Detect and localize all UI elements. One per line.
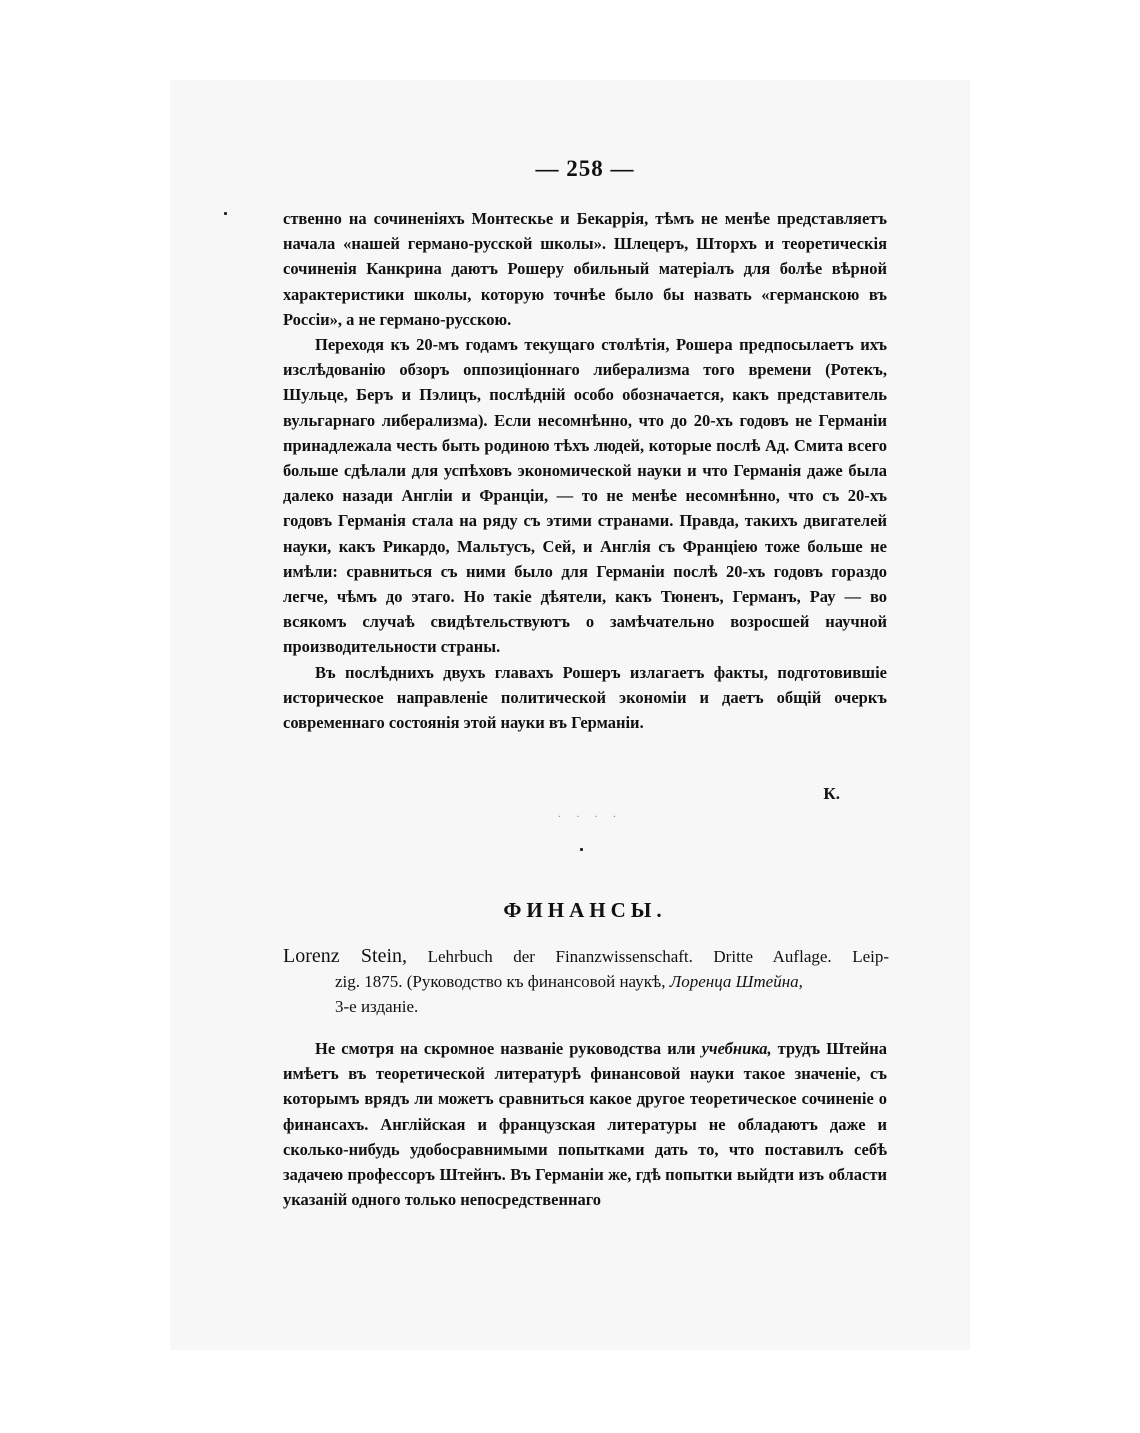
- paragraph-4-rest: трудъ Штейна имѣетъ въ теоретической литературѣ финансовой науки такое значеніе, съ которымъ врядъ ли можетъ сравниться какое другое теоретическое сочиненіе о финансахъ. Англійская и французская литературы не обладаютъ даже и сколько-нибудь удобосравнимыми попытками дать то, что поставилъ себѣ задачею профессоръ Штейнъ. Въ Германіи же, гдѣ попытки выйдти изъ области указаній одного только непосредственнаго: [283, 1039, 888, 1210]
- paragraph-4: [283, 1036, 887, 1212]
- paragraph-2: Переходя къ 20-мъ годамъ текущаго столѣтія, Рошера предпосылаетъ ихъ изслѣдованію обзоръ оппозиціоннаго либерализма того времени (Ротекъ, Шульце, Беръ и Пэлицъ, послѣдній особо обозначается, какъ представитель вульгарнаго либерализма). Если несомнѣнно, что до 20-хъ годовъ не Германіи принадлежала честь быть родиною тѣхъ людей, которые послѣ Ад. Смита всего больше сдѣлали для успѣховъ экономической науки и что Германія даже была далеко назади Англіи и Франціи, — то не менѣе несомнѣнно, что съ 20-хъ годовъ Германія стала на ряду съ этими странами. Правда, такихъ двигателей науки, какъ Рикардо, Мальтусъ, Сей, и Англія съ Франціею тоже больше не имѣли: сравниться съ ними было для Германіи послѣ 20-хъ годовъ гораздо легче, чѣмъ до этаго. Но такіе дѣятели, какъ Тюненъ, Германъ, Рау — во всякомъ случаѣ свидѣтельствуютъ о замѣчательно возросшей научной производительности страны.: [283, 335, 887, 657]
- paragraph-1: ственно на сочиненіяхъ Монтескье и Бекаррія, тѣмъ не менѣе представляетъ начала «нашей германо-русской школы». Шлецеръ, Шторхъ и теоретическія сочиненія Канкрина даютъ Рошеру обильный матеріалъ для болѣе вѣрной характеристики школы, которую точнѣе было бы назвать «германскою въ Россіи», а не германо-русскою.: [283, 209, 887, 329]
- paragraph-3: Въ послѣднихъ двухъ главахъ Рошеръ излагаетъ факты, подготовившіе историческое направленіе политической экономіи и даетъ общій очеркъ современнаго состоянія этой науки въ Германіи.: [283, 662, 887, 733]
- bibliography-italic-name: Лоренца Штейна,: [669, 972, 803, 991]
- body-text-part2: [283, 1036, 887, 1212]
- bibliography-title: Lehrbuch der Finanzwissenschaft. Dritte Auflage. Leip-: [427, 947, 890, 966]
- separator-mark: [580, 848, 583, 851]
- bibliography-author: Lorenz Stein,: [283, 945, 408, 967]
- bibliography-line-3: 3-е изданіе.: [335, 997, 419, 1016]
- page-number: — 258 —: [535, 156, 635, 181]
- bibliography-line-1: [283, 944, 889, 969]
- bibliography-entry: [283, 944, 889, 1019]
- section-title: ФИНАНСЫ.: [503, 898, 667, 922]
- bibliography-line-2-text: zig. 1875. (Руководство къ финансовой наукѣ,: [335, 972, 666, 991]
- paragraph-4-italic: учебника,: [701, 1039, 772, 1058]
- bibliography-line-2: [283, 969, 889, 994]
- margin-speck: [224, 212, 227, 215]
- separator-dots: · · · ·: [557, 812, 623, 823]
- author-signature: К.: [823, 784, 840, 803]
- paragraph-4-start: Не смотря на скромное названіе руководства или: [315, 1039, 696, 1058]
- body-text-part1: [283, 206, 887, 735]
